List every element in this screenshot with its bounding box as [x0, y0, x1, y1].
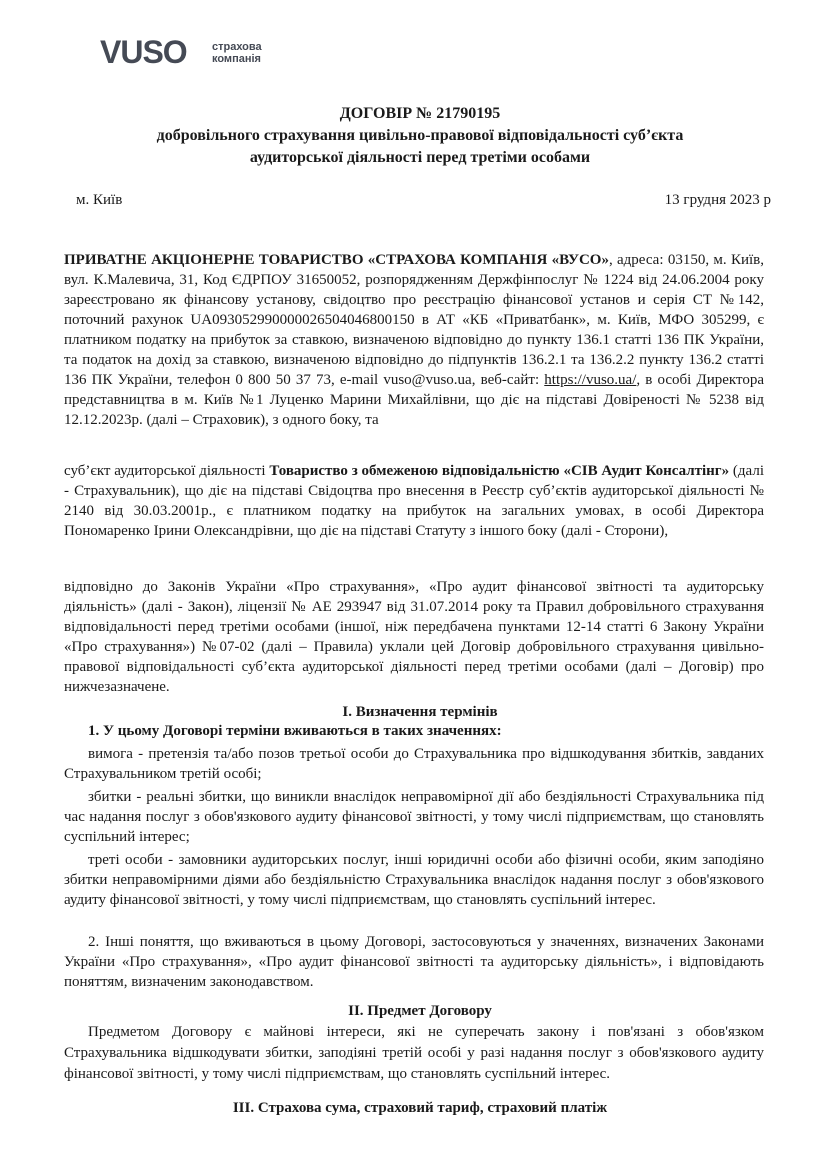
contract-subtitle-line2: аудиторської діяльності перед третіми особами — [249, 149, 591, 166]
section-sum-title: ІІІ. Страхова сума, страховий тариф, страховий платіж — [232, 1100, 608, 1116]
definition-third-parties: треті особи - замовники аудиторських послуг, інші юридичні особи або фізичні особи, яким заподіяно збитки неправомірними діями або бездіяльністю Страхувальника внаслідок надання послуг з обов'язкового аудиту фінансової звітності, у тому числі підприємствам, що становлять суспільний інтерес. — [64, 852, 764, 908]
clause-1-heading: 1. У цьому Договорі терміни вживаються в таких значеннях: — [88, 723, 502, 739]
company-logo — [100, 36, 300, 72]
logo-tagline-line1: страхова — [212, 41, 262, 53]
clause-2-text: 2. Інші поняття, що вживаються в цьому Договорі, застосовуються у значеннях, визначених Законами України «Про страхування», «Про аудит фінансової звітності та аудиторську діяльність», і відповідають поняттям, визначеним законодавством. — [64, 934, 764, 990]
definition-losses: збитки - реальні збитки, що виникли внаслідок неправомірної дії або бездіяльності Страхувальника під час надання послуг з обов'язкового аудиту фінансової звітності, у тому числі підприємствам, що становлять суспільний інтерес; — [64, 789, 764, 845]
definition-claim: вимога - претензія та/або позов третьої особи до Страхувальника про відшкодування збитків, завданих Страхувальником третій особі; — [64, 746, 764, 782]
insurer-paragraph — [64, 250, 764, 430]
logo-tagline — [212, 41, 262, 65]
section-definitions-title: І. Визначення термінів — [342, 704, 498, 720]
section-subject-text: Предметом Договору є майнові інтереси, які не суперечать закону і пов'язані з обов'язком Страхувальника відшкодувати збитки, заподіяні третій особі у разі надання послуг з обов'язкового аудиту фінансової звітності, у тому числі підприємствам, що становлять суспільний інтерес. — [64, 1024, 764, 1082]
legal-basis-paragraph: відповідно до Законів України «Про страхування», «Про аудит фінансової звітності та аудиторську діяльність» (далі - Закон), ліцензії № АЕ 293947 від 31.07.2014 року та Правил добровільного страхування відповідальності перед третіми особами (іншої, ніж передбачена пунктами 12-14 статті 6 Закону України «Про страхування») №07-02 (далі – Правила) уклали цей Договір добровільного страхування цивільно-правової відповідальності суб’єкта аудиторської діяльності перед третіми особами (далі – Договір) про нижчезазначене. — [64, 579, 764, 695]
insurer-details: , адреса: 03150, м. Київ, вул. К.Малевича, 31, Код ЄДРПОУ 31650052, розпорядженням Держфінпослуг № 1224 від 24.06.2004 року зареєстровано як фінансову установу, свідоцтво про реєстрацію фінансової установ и серія СТ №142, поточний рахунок UA093052990000026504046800150 в АТ «КБ «Приватбанк», м. Київ, МФО 305299, є платником податку на прибуток за ставкою, визначеною відповідно до пункту 136.1 статті 136 ПК України, та податок на дохід за ставкою, визначеною відповідно до підпунктів 136.2.1 та 136.2.2 пункту 136.2 статті 136 ПК України, телефон 0 800 50 37 73, e-mail vuso@vuso.ua, веб-сайт: — [64, 252, 764, 388]
contract-date: 13 грудня 2023 р — [664, 192, 771, 208]
insurer-website-link[interactable]: https://vuso.ua/ — [544, 372, 637, 388]
logo-tagline-line2: компанія — [212, 53, 261, 65]
insured-prefix: суб’єкт аудиторської діяльності — [64, 463, 270, 479]
insurer-representative: , в особі Директора представництва в м. Київ №1 Луценко Марини Михайлівни, що діє на підставі Довіреності № 5238 від 12.12.2023р. (далі – Страховик), з одного боку, та — [64, 372, 764, 428]
logo-wordmark: VUSO — [100, 34, 187, 70]
contract-number-title: ДОГОВІР № 21790195 — [339, 105, 501, 122]
insurer-name: ПРИВАТНЕ АКЦІОНЕРНЕ ТОВАРИСТВО «СТРАХОВА КОМПАНІЯ «ВУСО» — [64, 252, 609, 268]
contract-subtitle-line1: добровільного страхування цивільно-правової відповідальності суб’єкта — [156, 127, 684, 144]
insured-paragraph — [64, 461, 764, 541]
insured-details: (далі - Страхувальник), що діє на підставі Свідоцтва про внесення в Реєстр суб’єктів аудиторської діяльності № 2140 від 30.03.2001р., є платником податку на прибуток на загальних умовах, в особі Директора Пономаренко Ірини Олександрівни, що діє на підставі Статуту з іншого боку (далі - Сторони), — [64, 463, 764, 539]
contract-city: м. Київ — [76, 192, 123, 208]
section-subject-title: ІІ. Предмет Договору — [348, 1003, 492, 1019]
insured-name: Товариство з обмеженою відповідальністю «СІВ Аудит Консалтінг» — [269, 463, 730, 479]
